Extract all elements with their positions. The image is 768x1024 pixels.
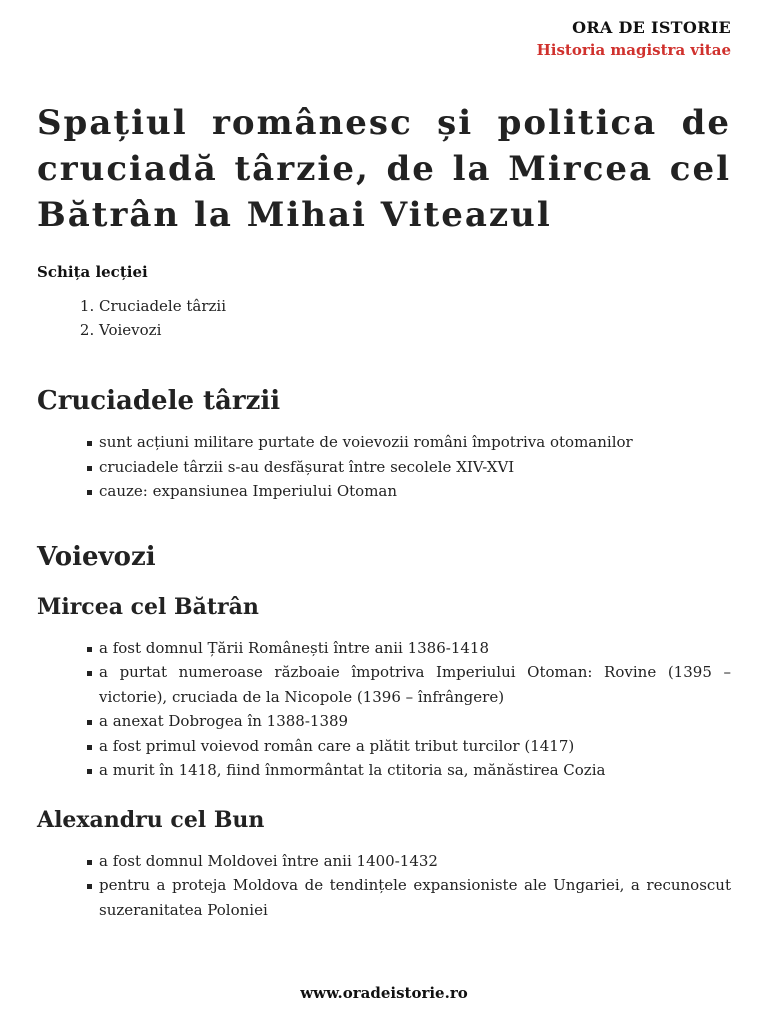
section-heading-voievozi: Voievozi [37, 541, 156, 572]
list-item: cruciadele târzii s-au desfășurat între secolele XIV-XVI [37, 455, 731, 480]
bullet-icon [87, 720, 92, 725]
outline-heading: Schița lecției [37, 263, 148, 281]
list-item: cauze: expansiunea Imperiului Otoman [37, 479, 731, 504]
subsection-alexandru-list [37, 849, 731, 923]
bullet-icon [87, 884, 92, 889]
subsection-heading-mircea: Mircea cel Bătrân [37, 593, 259, 620]
document-body [37, 100, 731, 922]
list-item: sunt acțiuni militare purtate de voievozii români împotriva otomanilor [37, 430, 731, 455]
list-item: a anexat Dobrogea în 1388-1389 [37, 709, 731, 734]
site-motto: Historia magistra vitae [536, 41, 731, 59]
site-brand: ORA DE ISTORIE [572, 18, 731, 37]
subsection-mircea-list [37, 636, 731, 783]
outline-item: 1. Cruciadele târzii [99, 294, 731, 318]
list-item: a fost domnul Moldovei între anii 1400-1432 [37, 849, 731, 874]
bullet-icon [87, 671, 92, 676]
bullet-icon [87, 860, 92, 865]
section-cruciadele-list [37, 430, 731, 504]
list-item: a fost domnul Țării Românești între anii 1386-1418 [37, 636, 731, 661]
bullet-icon [87, 745, 92, 750]
list-item: a purtat numeroase războaie împotriva Imperiului Otoman: Rovine (1395 – victorie), cruciada de la Nicopole (1396 – înfrângere) [37, 660, 731, 709]
subsection-heading-alexandru: Alexandru cel Bun [37, 806, 265, 833]
site-footer-url: www.oradeistorie.ro [300, 984, 468, 1002]
bullet-icon [87, 466, 92, 471]
page-title: Spațiul românesc și politica de cruciadă târzie, de la Mircea cel Bătrân la Mihai Viteazul [37, 103, 731, 235]
site-header [537, 18, 731, 59]
bullet-icon [87, 769, 92, 774]
bullet-icon [87, 490, 92, 495]
list-item: a fost primul voievod român care a plătit tribut turcilor (1417) [37, 734, 731, 759]
outline-item: 2. Voievozi [99, 318, 731, 342]
section-heading-cruciadele: Cruciadele târzii [37, 386, 281, 416]
list-item: a murit în 1418, fiind înmormântat la ctitoria sa, mănăstirea Cozia [37, 758, 731, 783]
outline-list [37, 294, 731, 342]
list-item: pentru a proteja Moldova de tendințele expansioniste ale Ungariei, a recunoscut suzeranitatea Poloniei [37, 873, 731, 922]
bullet-icon [87, 441, 92, 446]
bullet-icon [87, 647, 92, 652]
